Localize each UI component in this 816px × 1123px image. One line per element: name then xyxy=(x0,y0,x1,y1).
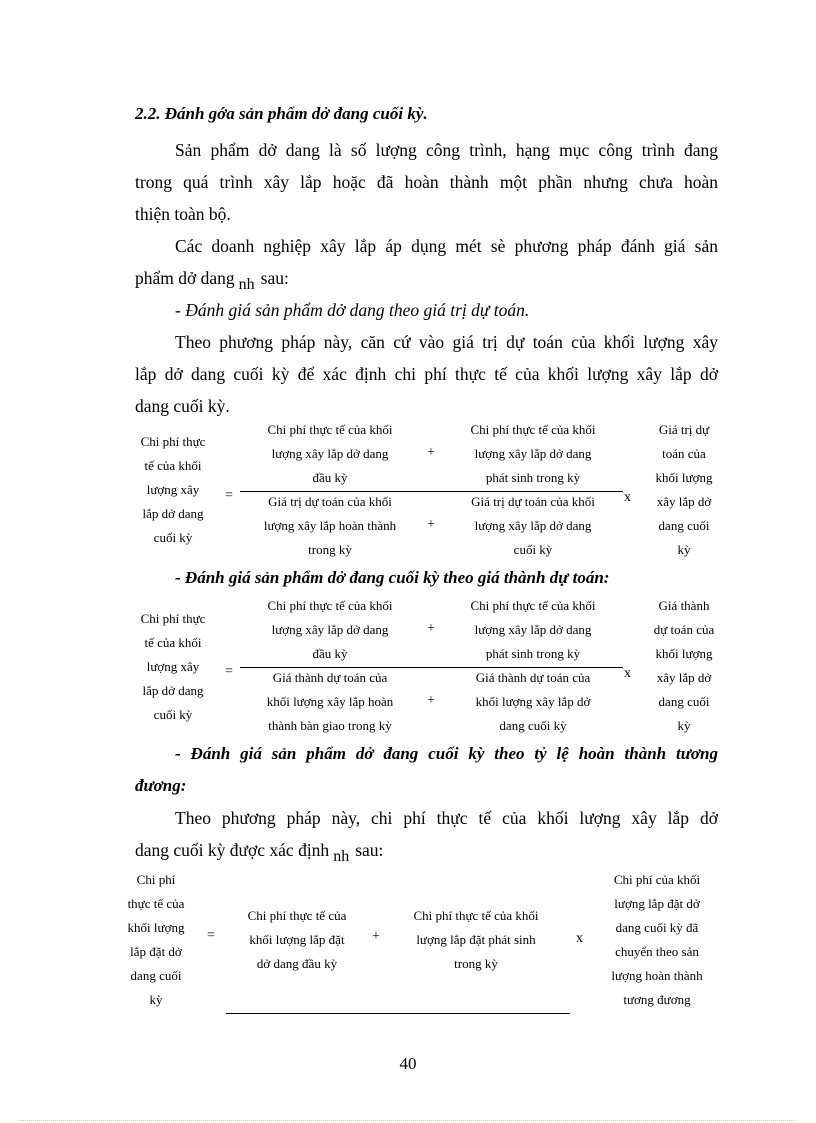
text-line xyxy=(135,262,718,296)
text-fragment: phẩm dở dang xyxy=(135,268,235,288)
formula-text: khối lượng xyxy=(127,920,185,935)
formula-text: Chi phí thực tế của khối xyxy=(470,598,596,613)
formula-lhs xyxy=(128,607,218,727)
formula-text: khối lượng xyxy=(655,470,713,485)
text-fragment: sau: xyxy=(355,840,384,860)
paragraph-methods-intro xyxy=(135,230,718,296)
text-line xyxy=(135,834,718,868)
plus-sign: + xyxy=(427,445,435,460)
formula-text: toán của xyxy=(662,446,706,461)
formula-text: Giá thành dự toán của xyxy=(475,670,591,685)
text-line: trong quá trình xây lắp hoặc đã hoàn thành một phần nhưng chưa hoàn xyxy=(135,172,718,192)
method-3-title xyxy=(135,738,718,802)
formula-text: lắp đặt dở xyxy=(130,944,182,959)
multiply-sign: x xyxy=(576,931,583,946)
formula-rhs xyxy=(638,418,730,562)
text-line: - Đánh giá sản phẩm dở đang cuối kỳ theo giá thành dự toán: xyxy=(175,568,610,587)
formula-text: lượng xây lắp dở dang xyxy=(474,446,592,461)
numerator-incurred xyxy=(443,594,623,666)
formula-text: lượng xây lắp hoàn thành xyxy=(263,518,397,533)
text-line: Theo phương pháp này, căn cứ vào giá trị dự toán của khối lượng xây xyxy=(175,332,718,352)
formula-text: lượng xây lắp dở dang xyxy=(474,622,592,637)
formula-text: lượng xây lắp dở dang xyxy=(271,622,389,637)
page-bottom-divider xyxy=(20,1120,796,1121)
formula-text: Chi phí thực tế của xyxy=(247,908,347,923)
paragraph-method-1 xyxy=(135,326,718,422)
formula-text: cuối kỳ xyxy=(153,530,193,545)
text-line: Sản phẩm dở dang là số lượng công trình, hạng mục công trình đang xyxy=(175,140,718,160)
text-fragment: nh xyxy=(238,276,255,293)
formula-text: kỳ xyxy=(677,718,691,733)
numerator-incurred xyxy=(390,904,562,976)
plus-sign: + xyxy=(427,693,435,708)
formula-text: tương đương xyxy=(623,992,691,1007)
formula-text: thực tế của xyxy=(127,896,185,911)
formula-text: Chi phí thực tế của khối xyxy=(413,908,539,923)
formula-text: dở dang đầu kỳ xyxy=(256,956,338,971)
text-line: Các doanh nghiệp xây lắp áp dụng mét sè phương pháp đánh giá sản xyxy=(175,236,718,256)
formula-text: chuyển theo sản xyxy=(615,944,699,959)
text-fragment: sau: xyxy=(260,268,289,288)
formula-text: lắp dở dang xyxy=(142,683,204,698)
method-1-title xyxy=(135,294,718,326)
formula-text: lượng lắp đặt phát sinh xyxy=(416,932,536,947)
equals-sign: = xyxy=(225,488,233,503)
formula-text: dang cuối xyxy=(658,518,710,533)
numerator-begin xyxy=(222,904,372,976)
formula-text: cuối kỳ xyxy=(513,542,553,557)
fraction-bar xyxy=(226,1013,570,1014)
formula-lhs xyxy=(128,430,218,550)
formula-text: kỳ xyxy=(677,542,691,557)
equals-sign: = xyxy=(225,664,233,679)
formula-text: đầu kỳ xyxy=(312,470,348,485)
formula-text: kỳ xyxy=(149,992,163,1007)
paragraph-method-3 xyxy=(135,802,718,868)
formula-text: dang cuối xyxy=(658,694,710,709)
formula-text: đầu kỳ xyxy=(312,646,348,661)
formula-text: khối lượng xây lắp hoàn xyxy=(266,694,394,709)
formula-text: Chi phí xyxy=(136,872,176,887)
formula-text: khối lượng xây lắp dở xyxy=(475,694,591,709)
formula-text: dang cuối xyxy=(130,968,182,983)
text-line: thiện toàn bộ. xyxy=(135,204,231,224)
formula-text: trong kỳ xyxy=(308,542,352,557)
text-line: lắp dở dang cuối kỳ để xác định chi phí thực tế của khối lượng xây lắp dở xyxy=(135,364,718,384)
equals-sign: = xyxy=(207,928,215,943)
plus-sign: + xyxy=(372,929,380,944)
formula-text: lượng hoàn thành xyxy=(611,968,703,983)
numerator-begin xyxy=(240,594,420,666)
formula-text: Chi phí thực tế của khối xyxy=(470,422,596,437)
formula-text: Giá thành dự toán của xyxy=(272,670,388,685)
numerator-begin xyxy=(240,418,420,490)
formula-text: thành bàn giao trong kỳ xyxy=(268,718,392,733)
formula-text: lượng xây lắp dở dang xyxy=(271,446,389,461)
formula-text: lắp dở dang xyxy=(142,506,204,521)
formula-text: Chi phí thực xyxy=(140,611,206,626)
formula-text: phát sinh trong kỳ xyxy=(485,470,581,485)
formula-text: dang cuối kỳ đã xyxy=(615,920,699,935)
text-line: đương: xyxy=(135,776,187,795)
formula-text: lượng lắp đặt dở xyxy=(614,896,700,911)
formula-text: Chi phí của khối xyxy=(613,872,701,887)
paragraph-definition xyxy=(135,134,718,230)
numerator-incurred xyxy=(443,418,623,490)
formula-text: Chi phí thực tế của khối xyxy=(267,422,393,437)
formula-text: Giá trị dự xyxy=(658,422,710,437)
text-line: dang cuối kỳ. xyxy=(135,396,230,416)
formula-text: xây lắp dở xyxy=(656,670,712,685)
denominator-handed-over xyxy=(240,666,420,738)
page-number: 40 xyxy=(399,1054,417,1073)
formula-text: Giá trị dự toán của khối xyxy=(471,494,595,509)
formula-text: Chi phí thực xyxy=(140,434,206,449)
formula-text: lượng xây lắp dở dang xyxy=(474,518,592,533)
plus-sign: + xyxy=(427,621,435,636)
text-fragment: dang cuối kỳ được xác định xyxy=(135,840,330,860)
formula-lhs xyxy=(112,868,200,1012)
formula-text: xây lắp dở xyxy=(656,494,712,509)
text-fragment: nh xyxy=(333,848,350,865)
denominator-completed xyxy=(240,490,420,562)
formula-text: trong kỳ xyxy=(454,956,498,971)
method-2-title xyxy=(135,562,718,594)
formula-text: khối lượng lắp đặt xyxy=(249,932,345,947)
formula-text: Giá thành xyxy=(658,598,710,613)
formula-text: phát sinh trong kỳ xyxy=(485,646,581,661)
text-line: - Đánh giá sản phẩm dở dang theo giá trị dự toán. xyxy=(175,300,530,320)
denominator-wip xyxy=(443,490,623,562)
denominator-wip xyxy=(443,666,623,738)
formula-text: Giá trị dự toán của khối xyxy=(268,494,392,509)
section-heading: 2.2. Đánh gớa sản phẩm dở đang cuối kỳ. xyxy=(135,104,428,123)
formula-text: tế của khối xyxy=(144,635,202,650)
formula-text: lượng xây xyxy=(146,659,200,674)
formula-text: dang cuối kỳ xyxy=(499,718,567,733)
formula-text: Chi phí thực tế của khối xyxy=(267,598,393,613)
multiply-sign: x xyxy=(624,490,631,505)
formula-text: tế của khối xyxy=(144,458,202,473)
text-line: Theo phương pháp này, chi phí thực tế của khối lượng xây lắp dở xyxy=(175,808,718,828)
multiply-sign: x xyxy=(624,666,631,681)
formula-text: khối lượng xyxy=(655,646,713,661)
formula-text: dự toán của xyxy=(653,622,715,637)
text-line: - Đánh giá sản phẩm dở đang cuối kỳ theo tỷ lệ hoàn thành tương xyxy=(175,744,718,763)
formula-text: lượng xây xyxy=(146,482,200,497)
formula-text: cuối kỳ xyxy=(153,707,193,722)
plus-sign: + xyxy=(427,517,435,532)
formula-rhs xyxy=(638,594,730,738)
formula-rhs xyxy=(592,868,722,1012)
